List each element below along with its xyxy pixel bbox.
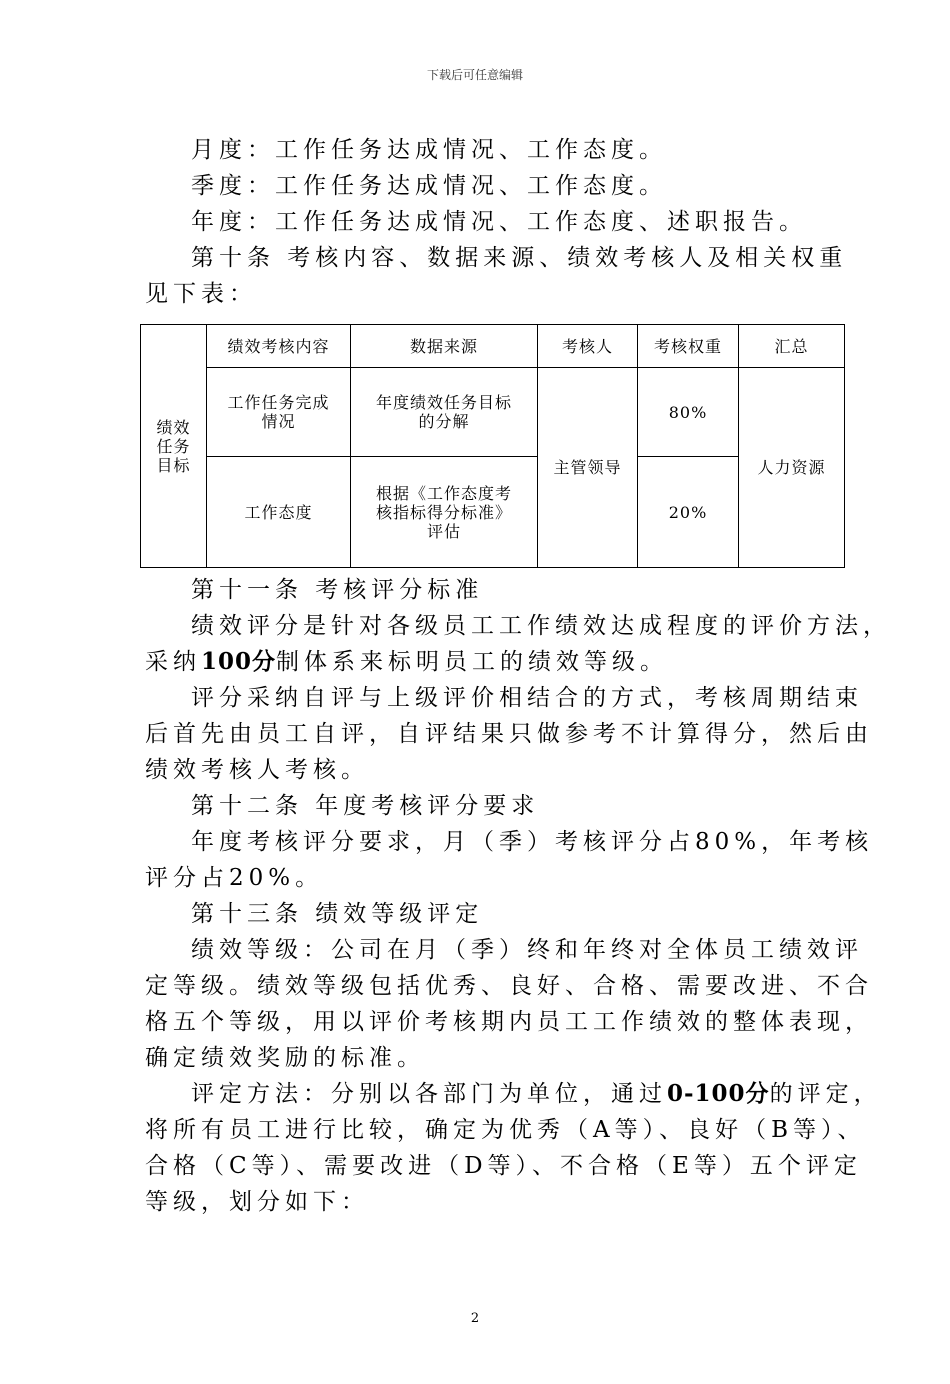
article-13-title: 第十三条 绩效等级评定 xyxy=(191,901,484,927)
para-quarterly: 季度：工作任务达成情况、工作态度。 xyxy=(191,173,667,199)
article-13-p2d: 等级，划分如下： xyxy=(145,1189,369,1215)
article-13-p1c: 格五个等级，用以评价考核期内员工工作绩效的整体表现， xyxy=(145,1009,873,1035)
header-summary: 汇总 xyxy=(739,325,845,368)
article-13-p2a-bold: 0-100分 xyxy=(667,1080,770,1107)
article-11-p1a: 绩效评分是针对各级员工工作绩效达成程度的评价方法， xyxy=(191,613,891,639)
group-label: 绩效任务目标 xyxy=(156,417,191,475)
row1-weight: 80% xyxy=(638,368,739,457)
article-11-p1b-post: 制体系来标明员工的绩效等级。 xyxy=(276,649,669,675)
article-11-title: 第十一条 考核评分标准 xyxy=(191,577,484,603)
article-11-p1b-pre: 采纳 xyxy=(145,649,201,675)
article-12-p1a: 年度考核评分要求，月（季）考核评分占80%，年考核 xyxy=(191,829,874,855)
page-header-note: 下载后可任意编辑 xyxy=(426,68,523,82)
page-number: 2 xyxy=(470,1311,480,1326)
article-12-p1b: 评分占20%。 xyxy=(145,865,324,891)
summary-cell: 人力资源 xyxy=(739,368,845,568)
header-content: 绩效考核内容 xyxy=(207,325,351,368)
row1-content-text: 工作任务完成情况 xyxy=(227,393,330,431)
row2-weight: 20% xyxy=(638,457,739,568)
row2-content: 工作态度 xyxy=(207,457,351,568)
article-11-p2b: 后首先由员工自评，自评结果只做参考不计算得分，然后由 xyxy=(145,721,873,747)
article-11-p2a: 评分采纳自评与上级评价相结合的方式，考核周期结束 xyxy=(191,685,863,711)
row1-source xyxy=(351,368,538,457)
article-13-p2c: 合格（C等）、需要改进（D等）、不合格（E等）五个评定 xyxy=(145,1153,862,1179)
header-source: 数据来源 xyxy=(351,325,538,368)
article-12-title: 第十二条 年度考核评分要求 xyxy=(191,793,540,819)
row2-source-text: 根据《工作态度考核指标得分标准》评估 xyxy=(375,483,512,541)
article-13-p1d: 确定绩效奖励的标准。 xyxy=(145,1045,425,1071)
article-13-p2a xyxy=(145,1076,882,1112)
article-11-p1b-bold: 100分 xyxy=(201,648,277,675)
table-row xyxy=(141,368,845,457)
row1-content xyxy=(207,368,351,457)
document-body xyxy=(145,132,891,1220)
table-header-row xyxy=(141,325,845,368)
group-label-cell xyxy=(141,325,207,568)
para-monthly: 月度：工作任务达成情况、工作态度。 xyxy=(191,137,667,163)
assessor-cell: 主管领导 xyxy=(538,368,638,568)
article-13-p2a-pre: 评定方法：分别以各部门为单位，通过 xyxy=(191,1081,667,1107)
article-10-line1: 第十条 考核内容、数据来源、绩效考核人及相关权重 xyxy=(191,245,848,271)
para-yearly: 年度：工作任务达成情况、工作态度、述职报告。 xyxy=(191,209,807,235)
article-13-p2a-post: 的评定， xyxy=(769,1081,882,1107)
article-13-p2b: 将所有员工进行比较，确定为优秀（A等）、良好（B等）、 xyxy=(145,1117,866,1143)
row1-source-text: 年度绩效任务目标的分解 xyxy=(375,393,512,431)
article-11-p2c: 绩效考核人考核。 xyxy=(145,757,369,783)
header-assessor: 考核人 xyxy=(538,325,638,368)
article-13-p1b: 定等级。绩效等级包括优秀、良好、合格、需要改进、不合 xyxy=(145,973,873,999)
article-10-line2: 见下表： xyxy=(145,281,257,307)
row2-source xyxy=(351,457,538,568)
article-11-p1b xyxy=(145,644,810,680)
assessment-table xyxy=(140,324,845,568)
header-weight: 考核权重 xyxy=(638,325,739,368)
article-13-p1a: 绩效等级：公司在月（季）终和年终对全体员工绩效评 xyxy=(191,937,863,963)
